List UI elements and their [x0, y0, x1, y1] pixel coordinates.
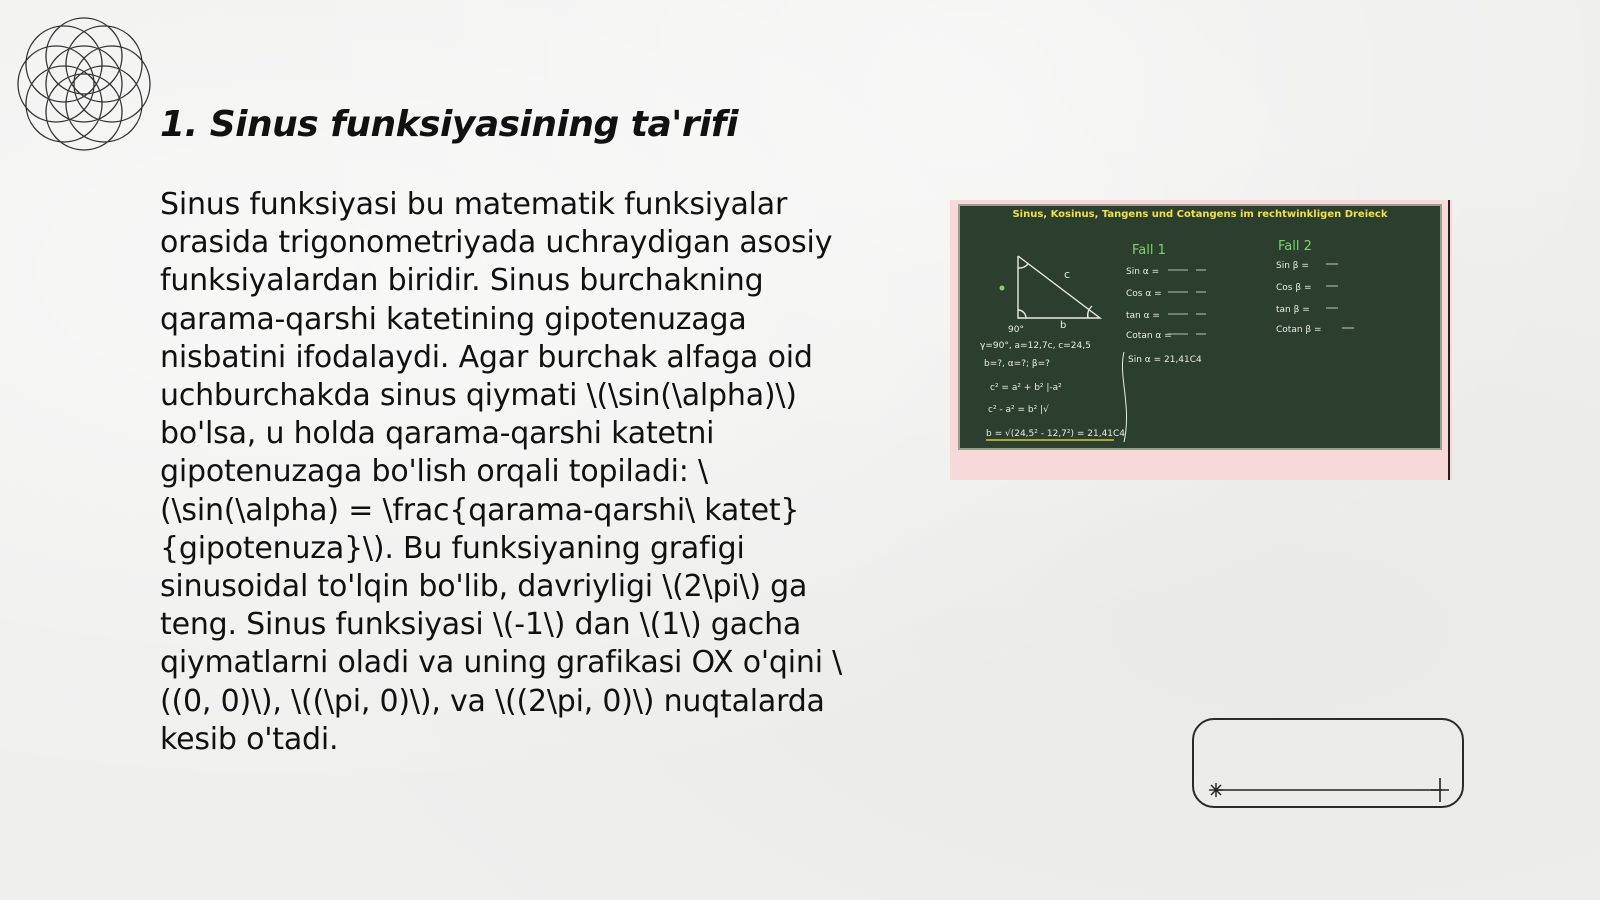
blackboard-drawing — [960, 206, 1440, 448]
frame-divider — [1448, 200, 1450, 480]
work-line-2: b=?, α=?; β=? — [984, 359, 1050, 369]
formula-sin-alpha: Sin α = — [1126, 267, 1160, 277]
formula-cotan-beta: Cotan β = — [1276, 325, 1322, 335]
formula-sin-beta: Sin β = — [1276, 261, 1309, 271]
formula-tan-alpha: tan α = — [1126, 311, 1160, 321]
label-90: 90° — [1008, 325, 1024, 335]
slide-body-text: Sinus funksiyasi bu matematik funksiyalar orasida trigonometriyada uchraydigan asosiy funksiyalardan biridir. Sinus burchakning qarama-qarshi katetining gipotenuzaga nisbatini ifodalaydi. Agar burchak alfaga oid uchburchakda sinus qiymati \(\sin(\alpha)\) bo'lsa, u holda qarama-qarshi katetni gipotenuzaga bo'lish orqali topiladi: \(\sin(\alpha) = \frac{qarama-qarshi\ katet}{gipotenuza}\). Bu funksiyaning grafigi sinusoidal to'lqin bo'lib, davriyligi \(2\pi\) ga teng. Sinus funksiyasi \(-1\) dan \(1\) gacha qiymatlarni oladi va uning grafikasi OX o'qini \((0, 0)\), \((\pi, 0)\), va \((2\pi, 0)\) nuqtalarda kesib o'tadi. — [160, 187, 843, 757]
formula-cos-beta: Cos β = — [1276, 283, 1312, 293]
triangle-shape — [1018, 256, 1100, 318]
formula-cotan-alpha: Cotan α = — [1126, 331, 1172, 341]
work-line-3: c² = a² + b² |-a² — [990, 383, 1062, 393]
fall1-label: Fall 1 — [1132, 243, 1166, 258]
slide-title: 1. Sinus funksiyasining ta'rifi — [160, 104, 738, 145]
sin-result: Sin α = 21,41C4 — [1128, 355, 1202, 365]
formula-cos-alpha: Cos α = — [1126, 289, 1162, 299]
blackboard-heading: Sinus, Kosinus, Tangens und Cotangens im rechtwinkligen Dreieck — [1012, 209, 1388, 220]
label-b: b — [1060, 320, 1067, 331]
blackboard-image — [958, 204, 1442, 450]
label-c: c — [1064, 268, 1071, 281]
sparkle-icon — [1209, 783, 1223, 797]
work-line-1: γ=90°, a=12,7c, c=24,5 — [980, 341, 1091, 351]
fall2-label: Fall 2 — [1278, 239, 1312, 254]
point-marker — [1000, 286, 1005, 291]
work-line-4: c² - a² = b² |√ — [988, 405, 1049, 415]
star-icon — [1431, 778, 1449, 802]
work-line-5: b = √(24,5² - 12,7²) = 21,41C4 — [986, 429, 1126, 439]
formula-tan-beta: tan β = — [1276, 305, 1310, 315]
circle-ornament-icon — [10, 10, 158, 158]
nav-slider[interactable] — [1192, 718, 1464, 808]
